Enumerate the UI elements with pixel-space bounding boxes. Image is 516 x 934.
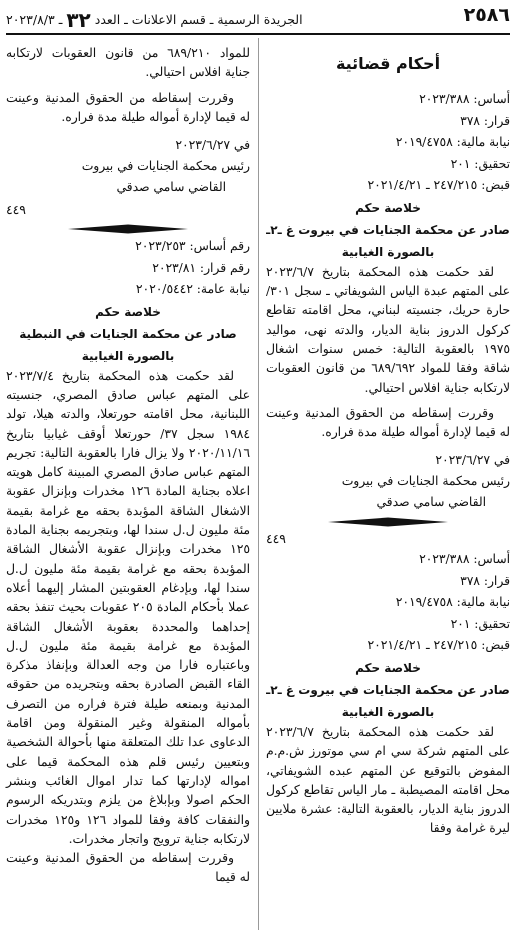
continuation-text: للمواد ٦٨٩/٢١٠ من قانون العقوبات لارتكابه جناية افلاس احتيالي. bbox=[6, 46, 250, 80]
section-title: أحكام قضائية bbox=[335, 54, 441, 73]
gazette-title-text: الجريدة الرسمية ـ قسم الاعلانات ـ العدد bbox=[94, 12, 303, 27]
notice-number: ٤٤٩ bbox=[266, 532, 286, 547]
case-investigation-number: تحقيق: ٢٠١ bbox=[450, 156, 510, 171]
judgment-date: في ٢٠٢٣/٦/٢٧ bbox=[435, 453, 510, 468]
judgment-date: في ٢٠٢٣/٦/٢٧ bbox=[175, 138, 250, 153]
ornament-divider bbox=[6, 224, 250, 234]
case-prosecution-number: نيابة عامة: ٢٠٢٠/٥٤٤٢ bbox=[135, 282, 250, 297]
summary-title: خلاصة حكم bbox=[355, 660, 421, 675]
court-name: صادر عن محكمة الجنايات في بيروت غ ـ٢ـ bbox=[266, 222, 510, 237]
case-arrest-number: قبض: ٢٤٧/٢١٥ ـ ٢٠٢١/٤/٢١ bbox=[367, 638, 510, 653]
case-prosecution-number: نيابة مالية: ٢٠١٩/٤٧٥٨ bbox=[395, 135, 510, 150]
case-prosecution-number: نيابة مالية: ٢٠١٩/٤٧٥٨ bbox=[395, 595, 510, 610]
summary-title: خلاصة حكم bbox=[95, 304, 161, 319]
case-decision-number: قرار: ٣٧٨ bbox=[460, 573, 510, 588]
column-divider bbox=[258, 38, 259, 930]
seizure-text: وقررت إسقاطه من الحقوق المدنية وعينت له قيما bbox=[6, 851, 250, 885]
case-decision-number: قرار: ٣٧٨ bbox=[460, 113, 510, 128]
page-number: ٢٥٨٦ bbox=[463, 4, 510, 26]
case-base-number: أساس: ٢٠٢٣/٣٨٨ bbox=[419, 92, 510, 107]
signer-title: رئيس محكمة الجنايات في بيروت bbox=[81, 159, 250, 174]
issue-number: ٣٢ bbox=[66, 8, 91, 32]
case-meta bbox=[266, 89, 510, 197]
case-arrest-number: قبض: ٢٤٧/٢١٥ ـ ٢٠٢١/٤/٢١ bbox=[367, 178, 510, 193]
left-column bbox=[6, 44, 250, 888]
case-decision-number: رقم قرار: ٢٠٢٣/٨١ bbox=[152, 260, 250, 275]
ornament-divider bbox=[266, 517, 510, 527]
judgment-text: لقد حكمت هذه المحكمة بتاريخ ٢٠٢٣/٦/٧ على المتهم شركة سي ام سي موتورز ش.م.م المفوض بالتوقيع عن المتهم عبده الشويفاتي، محل اقامته المصيطبة ـ مار الياس تقاطع كركول الدروز بناية الديار، بالعقوبة التالية: عشرة ملايين ليرة غرامة وفقا bbox=[266, 724, 510, 836]
court-mode: بالصورة الغيابية bbox=[341, 244, 435, 259]
case-meta bbox=[6, 236, 250, 301]
judgment-text: لقد حكمت هذه المحكمة بتاريخ ٢٠٢٣/٧/٤ على المتهم عباس صادق المصري، جنسيته اللبنانية، محل اقامته حورتعلا، والدته هيلا، تولد ١٩٨٤ سجل ٣٧/ حورتعلا أوقف غيابيا بتاريخ ٢٠٢٠/١١/١٦ ولا يزال فارا بالعقوبة التالية: تجريم المتهم عباس صادق المصري المبينة كامل هويته اعلاه بجناية المادة ١٢٦ مخدرات وبإنزال عقوبة الاشغال الشاقة المؤبدة بحقه مع غرامة بقيمة مئة مليون ل.ل سندا لها، وبتجريمه بجناية المادة ١٢٥ مخدرات وبإنزال عقوبة الأشغال الشاقة المؤبدة بحقه مع غرامة بقيمة مئة مليون ل.ل سندا لها، وبإدغام العقوبتين المشار إليهما أعلاه عملا بأحكام المادة ٢٠٥ عقوبات بحيث تنفذ بحقه إحداهما والمحددة بعقوبة الأشغال الشاقة المؤبدة مع غرامة بقيمة مئة مليون ل.ل وباعتباره فارا من وجه العدالة وبإنفاذ مذكرة القاء القبض الصادرة بحقه وبتجريده من حقوقه المدنية وبمنعه طيلة فترة فراره من التصرف بأمواله المنقولة وغير المنقولة ومن اقامة الدعاوى عدا تلك المتعلقة منها بأحوالة الشخصية وبتعيين رئيس قلم هذه المحكمة قيما على امواله لإدارتها كما تدار اموال الغائب وبنشر الحكم اصولا وبإبلاغ من يلزم وبتدريكه الرسوم والنفقات كافة وفقا للمواد ١٢٦ و١٢٥ مخدرات لارتكابه جناية ترويج واتجار مخدرات. bbox=[6, 368, 251, 846]
case-base-number: أساس: ٢٠٢٣/٣٨٨ bbox=[419, 552, 510, 567]
notice-number: ٤٤٩ bbox=[6, 203, 26, 218]
case-meta bbox=[266, 549, 510, 657]
signer-name: القاضي سامي صدقي bbox=[116, 180, 226, 195]
court-mode: بالصورة الغيابية bbox=[341, 704, 435, 719]
court-name: صادر عن محكمة الجنايات في بيروت غ ـ٢ـ bbox=[266, 682, 510, 697]
page-header bbox=[6, 4, 510, 30]
header-divider bbox=[6, 33, 510, 35]
gazette-title bbox=[6, 8, 303, 32]
case-base-number: رقم أساس: ٢٠٢٣/٢٥٣ bbox=[135, 239, 250, 254]
right-column bbox=[266, 44, 510, 839]
summary-title: خلاصة حكم bbox=[355, 200, 421, 215]
court-mode: بالصورة الغيابية bbox=[81, 348, 175, 363]
seizure-text: وقررت إسقاطه من الحقوق المدنية وعينت له قيما لإدارة أمواله طيلة مدة فراره. bbox=[6, 90, 250, 124]
judgment-text: لقد حكمت هذه المحكمة بتاريخ ٢٠٢٣/٦/٧ على المتهم عبدة الياس الشويفاتي ـ سجل ٣٠١/ حارة حريك، جنسيته لبناني، محل اقامته تقاطع كركول الدروز بناية الديار، والدته نهى، مواليد ١٩٧٥ بالعقوبة التالية: خمس سنوات اشغال شاقة وفقا للمواد ٦٨٩/٦٩٢ من قانون العقوبات لارتكابه جناية افلاس احتيالي. bbox=[266, 264, 510, 395]
court-name: صادر عن محكمة الجنايات في النبطية bbox=[19, 326, 237, 341]
signer-name: القاضي سامي صدقي bbox=[376, 495, 486, 510]
signer-title: رئيس محكمة الجنايات في بيروت bbox=[341, 474, 510, 489]
seizure-text: وقررت إسقاطه من الحقوق المدنية وعينت له قيما لإدارة أمواله طيلة مدة فراره. bbox=[266, 405, 510, 440]
issue-date: ـ ٢٠٢٣/٨/٣ bbox=[6, 12, 63, 27]
case-investigation-number: تحقيق: ٢٠١ bbox=[450, 616, 510, 631]
